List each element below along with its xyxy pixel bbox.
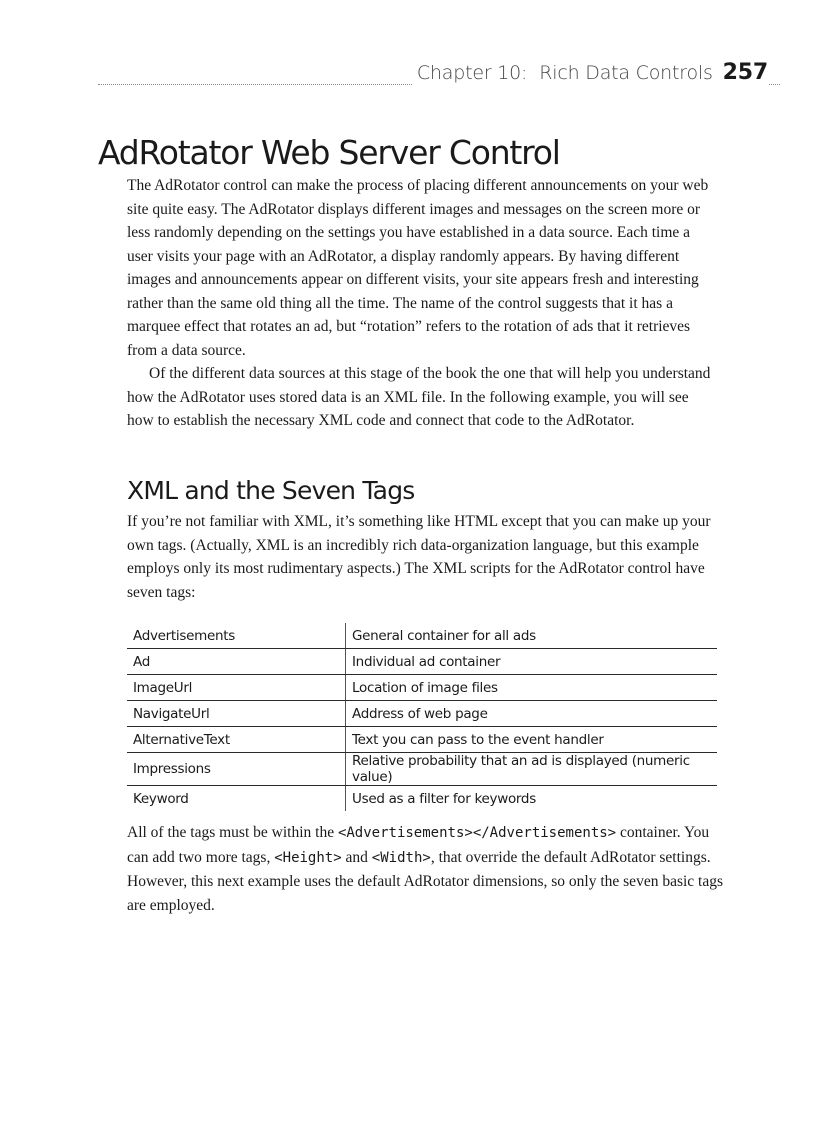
header-text [413, 60, 768, 85]
code-advertisements-container: <Advertisements></Advertisements> [337, 825, 617, 841]
tag-description-cell: General container for all ads [346, 623, 718, 649]
tag-name-cell: ImageUrl [127, 675, 346, 701]
page-number: 257 [722, 60, 768, 85]
tag-name-cell: AlternativeText [127, 727, 346, 753]
table-row [127, 649, 717, 675]
tag-description-cell: Text you can pass to the event handler [346, 727, 718, 753]
tag-name-cell: Keyword [127, 786, 346, 812]
xml-tags-table [127, 623, 717, 811]
tag-name-cell: Advertisements [127, 623, 346, 649]
subsection-heading: XML and the Seven Tags [127, 476, 415, 505]
section-heading: AdRotator Web Server Control [98, 133, 560, 172]
closing-text-3: and [341, 848, 372, 866]
tag-name-cell: NavigateUrl [127, 701, 346, 727]
closing-paragraph [127, 821, 727, 917]
table-row [127, 623, 717, 649]
table-row [127, 675, 717, 701]
section-paragraph-2: Of the different data sources at this stage of the book the one that will help you understand how the AdRotator uses stored data is an XML file. In the following example, you will see how to establish the necessary XML code and connect that code to the AdRotator. [127, 365, 711, 429]
closing-text-4: , that override the default AdRotator settings. However, this next example uses the default AdRotator dimensions, so only the seven basic tags are employed. [127, 848, 724, 914]
closing-text-1: All of the tags must be within the [127, 824, 338, 841]
section-paragraph-1: The AdRotator control can make the process of placing different announcements on your web site quite easy. The AdRotator displays different images and messages on the screen more or less randomly depending on the settings you have established in a data source. Each time a user visits your page with an AdRotator, a display randomly appears. By having different images and announcements appear on different visits, your site appears fresh and interesting rather than the same old thing all the time. The name of the control suggests that it has a marquee effect that rotates an ad, but “rotation” refers to the rotation of ads that it retrieves from a data source. [127, 177, 709, 359]
tag-description-cell: Address of web page [346, 701, 718, 727]
code-height-tag: <Height> [274, 849, 342, 866]
table-row [127, 786, 717, 812]
tag-description-cell: Used as a filter for keywords [352, 790, 536, 807]
header-chapter: Chapter 10: [416, 62, 528, 84]
table-row [127, 701, 717, 727]
subsection-paragraph-1: If you’re not familiar with XML, it’s something like HTML except that you can make up your own tags. (Actually, XML is an incredibly rich data-organization language, but this example employs only its most rudimentary aspects.) The XML scripts for the AdRotator control have seven tags: [127, 513, 711, 601]
tag-description-cell: Relative probability that an ad is displayed (numeric value) [346, 753, 718, 786]
table-row [127, 727, 717, 753]
table-row [127, 753, 717, 786]
closing-text-2: container. You can add two more tags, [127, 824, 710, 866]
tag-description-cell: Individual ad container [346, 649, 718, 675]
running-header [98, 58, 780, 88]
tag-description-cell: Location of image files [346, 675, 718, 701]
header-chapter-title: Rich Data Controls [539, 62, 713, 84]
tag-name-cell: Ad [127, 649, 346, 675]
tag-name-cell: Impressions [127, 753, 346, 786]
code-width-tag: <Width> [371, 849, 431, 866]
